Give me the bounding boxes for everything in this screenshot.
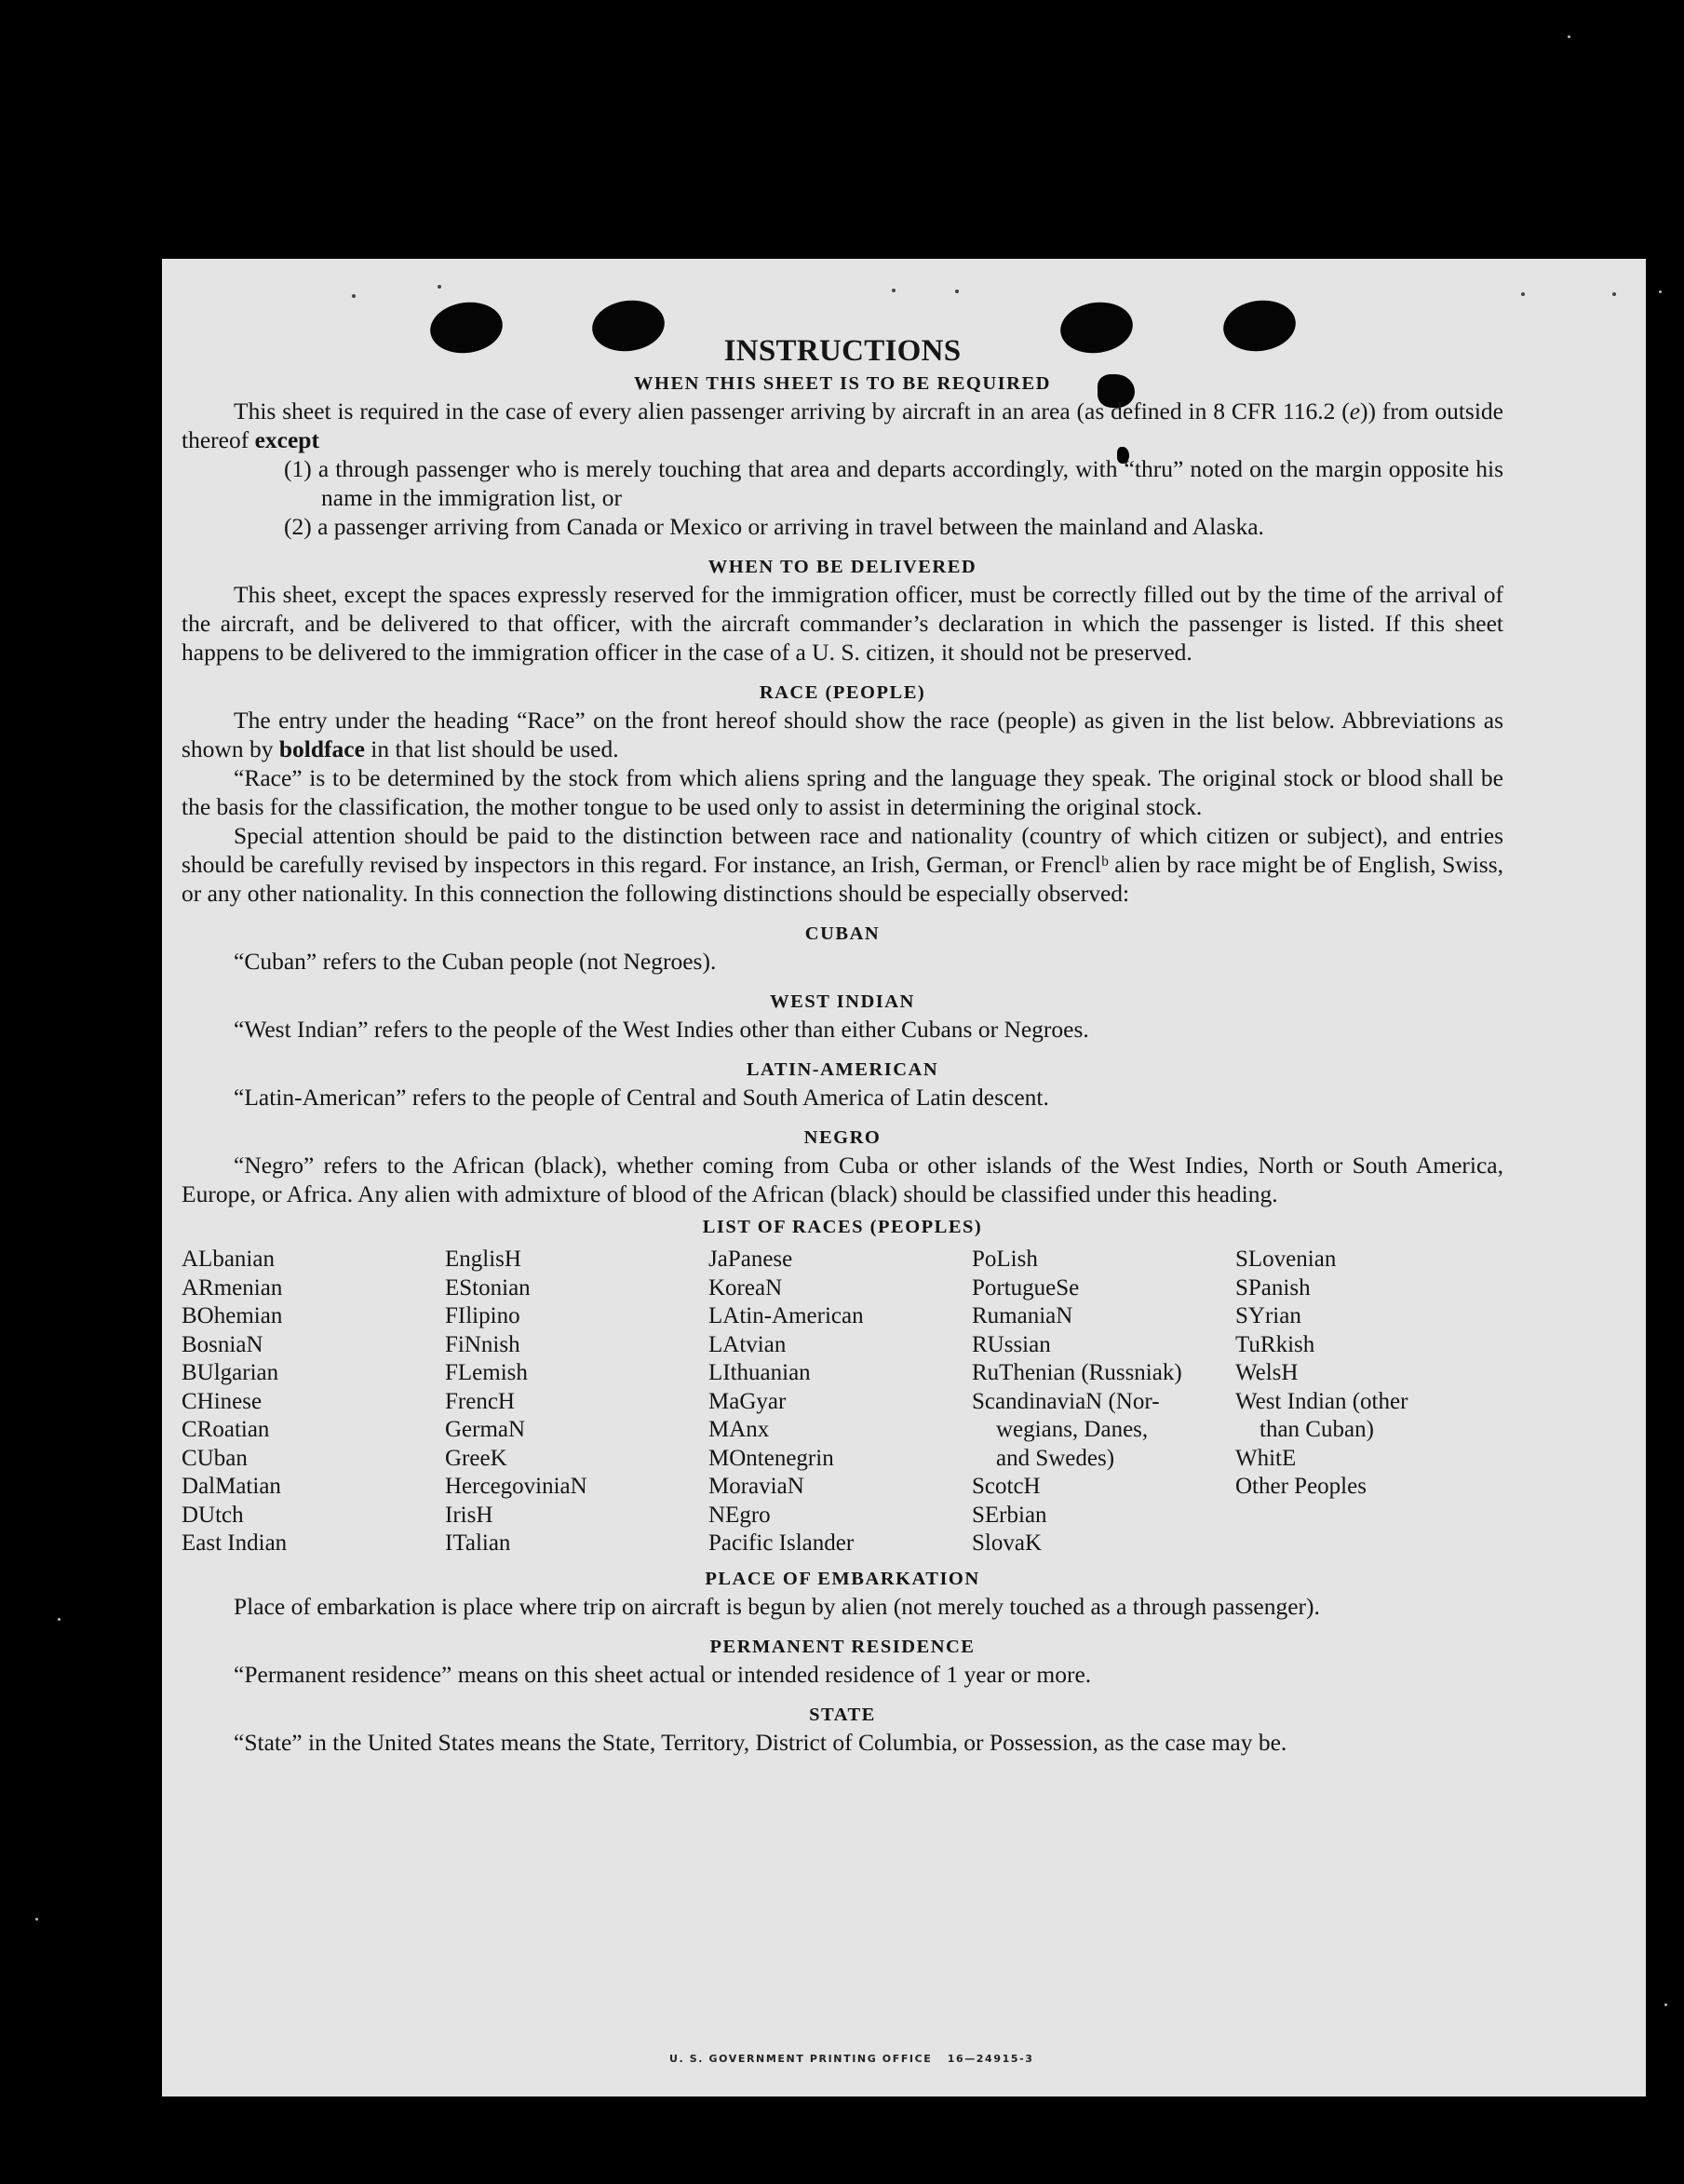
section-heading-race: RACE (PEOPLE) (759, 682, 926, 703)
section-heading-residence: PERMANENT RESIDENCE (709, 1636, 976, 1657)
race-entry: SlovaK (972, 1530, 1042, 1556)
race-column (708, 1246, 972, 1558)
printing-office-footer: U. S. GOVERNMENT PRINTING OFFICE 16—24915-3 (669, 2053, 1034, 2065)
race-entry: EStonian (445, 1274, 531, 1301)
race-entry: FLemish (445, 1360, 528, 1385)
race-entry: RumaniaN (972, 1303, 1073, 1328)
paragraph-when-delivered: This sheet, except the spaces expressly reserved for the immigration officer, must be correctly filled out by the time of the arrival of the aircraft, and be delivered to that officer, with the aircraft commander’s declaration in which the passenger is listed. If this sheet happens to be delivered to the immigration officer in the case of a U. S. citizen, it should not be preserved. (182, 581, 1503, 666)
speck (955, 290, 959, 293)
section-heading-when-delivered: WHEN TO BE DELIVERED (707, 557, 977, 577)
race-entry: NEgro (708, 1502, 771, 1528)
race-text-bold: boldface (278, 735, 365, 762)
paragraph-embarkation: Place of embarkation is place where trip on aircraft is begun by alien (not merely touched as a through passenger). (234, 1592, 1320, 1620)
section-heading-state: STATE (809, 1704, 876, 1725)
race-entry: WhitE (1235, 1445, 1297, 1471)
race-text-end: in that list should be used. (364, 735, 619, 762)
race-entry: KoreaN (708, 1274, 783, 1301)
section-heading-negro: NEGRO (803, 1127, 882, 1148)
intro-text: This sheet is required in the case of every alien passenger arriving by aircraft in an area (as defined in 8 CFR 116.2 ( (234, 398, 1350, 425)
speck (892, 289, 896, 292)
race-entry: SYrian (1235, 1303, 1301, 1328)
race-entry: BUlgarian (182, 1360, 279, 1385)
speck (1521, 292, 1525, 296)
race-entry: LIthuanian (708, 1360, 811, 1385)
race-entry: GermaN (445, 1417, 526, 1442)
speck (1659, 290, 1662, 293)
paragraph-race-1 (182, 706, 1503, 763)
speck (1568, 35, 1570, 38)
speck (352, 294, 356, 298)
race-entry: LAtin-American (708, 1303, 864, 1328)
paragraph-negro: “Negro” refers to the African (black), whether coming from Cuba or other islands of the West Indies, North or South America, Europe, or Africa. Any alien with admixture of blood of the African (black) should be classified under this heading. (182, 1152, 1503, 1207)
race-entry-continued: and Swedes) (996, 1445, 1115, 1471)
list-item: (2) a passenger arriving from Canada or Mexico or arriving in travel between the mainland and Alaska. (284, 513, 1264, 540)
race-entry: BosniaN (182, 1331, 263, 1357)
race-entry-continued: wegians, Danes, (996, 1417, 1149, 1442)
race-entry: DalMatian (182, 1474, 281, 1499)
race-entry: ScandinaviaN (Nor- (972, 1388, 1160, 1414)
race-entry: WelsH (1235, 1360, 1299, 1385)
race-column (182, 1246, 445, 1558)
race-entry: MAnx (708, 1417, 770, 1442)
speck (58, 1618, 61, 1621)
race-entry: SErbian (972, 1502, 1047, 1528)
instructions-text (182, 331, 1503, 1757)
section-heading-embarkation: PLACE OF EMBARKATION (705, 1568, 980, 1589)
intro-letter: e (1349, 398, 1361, 425)
race-column (972, 1246, 1235, 1558)
list-item: (1) a through passenger who is merely touching that area and departs accordingly, with “thru” noted on the margin opposite his name in the immigration list, or (284, 455, 1503, 511)
race-column (445, 1246, 708, 1558)
race-entry: PoLish (972, 1247, 1038, 1272)
section-heading-west-indian: WEST INDIAN (770, 991, 915, 1012)
race-entry: DUtch (182, 1502, 244, 1528)
section-heading-cuban: CUBAN (804, 923, 881, 944)
paragraph-race-3: Special attention should be paid to the distinction between race and nationality (country of which citizen or subject), and entries should be carefully revised by inspectors in this regard. For instance, an Irish, German, or Frenclᵇ alien by race might be of English, Swiss, or any other nationality. In this connection the following distinctions should be especially observed: (182, 822, 1503, 907)
speck (438, 285, 441, 289)
race-entry: MaGyar (708, 1388, 787, 1414)
race-list (182, 1246, 1503, 1558)
race-column (1235, 1246, 1487, 1558)
race-entry: MoraviaN (708, 1474, 804, 1499)
race-entry: East Indian (182, 1530, 288, 1556)
race-entry: IrisH (445, 1502, 493, 1528)
race-entry: LAtvian (708, 1331, 787, 1357)
race-entry: SLovenian (1235, 1247, 1337, 1272)
race-entry: ALbanian (182, 1247, 275, 1272)
paragraph-cuban: “Cuban” refers to the Cuban people (not Negroes). (234, 948, 717, 975)
document-page (162, 259, 1646, 2096)
race-entry: RUssian (972, 1331, 1051, 1357)
speck (1664, 2003, 1667, 2006)
paragraph-latin-american: “Latin-American” refers to the people of Central and South America of Latin descent. (234, 1084, 1049, 1111)
race-entry: Other Peoples (1235, 1474, 1367, 1499)
section-heading-when-required: WHEN THIS SHEET IS TO BE REQUIRED (634, 373, 1051, 394)
race-entry-continued: than Cuban) (1260, 1417, 1374, 1442)
race-entry: ITalian (445, 1530, 511, 1556)
race-entry: RuThenian (Russniak) (972, 1360, 1182, 1385)
paragraph-state: “State” in the United States means the State, Territory, District of Columbia, or Possession, as the case may be. (234, 1728, 1287, 1756)
section-heading-latin-american: LATIN-AMERICAN (746, 1059, 939, 1080)
paragraph-residence: “Permanent residence” means on this sheet actual or intended residence of 1 year or more. (234, 1660, 1092, 1688)
race-entry: TuRkish (1235, 1331, 1315, 1357)
intro-except: except (254, 426, 319, 453)
section-heading-list-of-races: LIST OF RACES (PEOPLES) (702, 1217, 983, 1237)
race-entry: FIlipino (445, 1303, 520, 1328)
race-entry: ARmenian (182, 1274, 283, 1301)
paragraph-when-required (182, 397, 1503, 454)
race-entry: ScotcH (972, 1474, 1041, 1499)
race-entry: CHinese (182, 1388, 263, 1414)
paragraph-west-indian: “West Indian” refers to the people of the West Indies other than either Cubans or Negroes. (234, 1016, 1089, 1043)
race-entry: HercegoviniaN (445, 1474, 587, 1499)
race-entry: CUban (182, 1445, 248, 1471)
paragraph-race-2: “Race” is to be determined by the stock from which aliens spring and the language they speak. The original stock or blood shall be the basis for the classification, the mother tongue to be used only to assist in determining the original stock. (182, 764, 1503, 820)
race-entry: West Indian (other (1235, 1388, 1408, 1414)
race-entry: MOntenegrin (708, 1445, 834, 1471)
race-entry: SPanish (1235, 1274, 1311, 1301)
race-entry: JaPanese (708, 1247, 793, 1272)
race-entry: PortugueSe (972, 1274, 1080, 1301)
race-text: The entry under the heading “Race” on the front hereof should show the race (people) as given in the list below. Abbreviations as shown by (182, 707, 1503, 762)
race-entry: BOhemian (182, 1303, 283, 1328)
race-entry: Pacific Islander (708, 1530, 855, 1556)
race-entry: EnglisH (445, 1247, 521, 1272)
document-title: INSTRUCTIONS (723, 334, 962, 368)
speck (35, 1918, 38, 1921)
intro-text-end: )) from outside thereof (182, 398, 1503, 453)
race-entry: CRoatian (182, 1417, 270, 1442)
race-entry: FiNnish (445, 1331, 520, 1357)
race-entry: GreeK (445, 1445, 507, 1471)
race-entry: FrencH (445, 1388, 515, 1414)
speck (1612, 292, 1616, 296)
